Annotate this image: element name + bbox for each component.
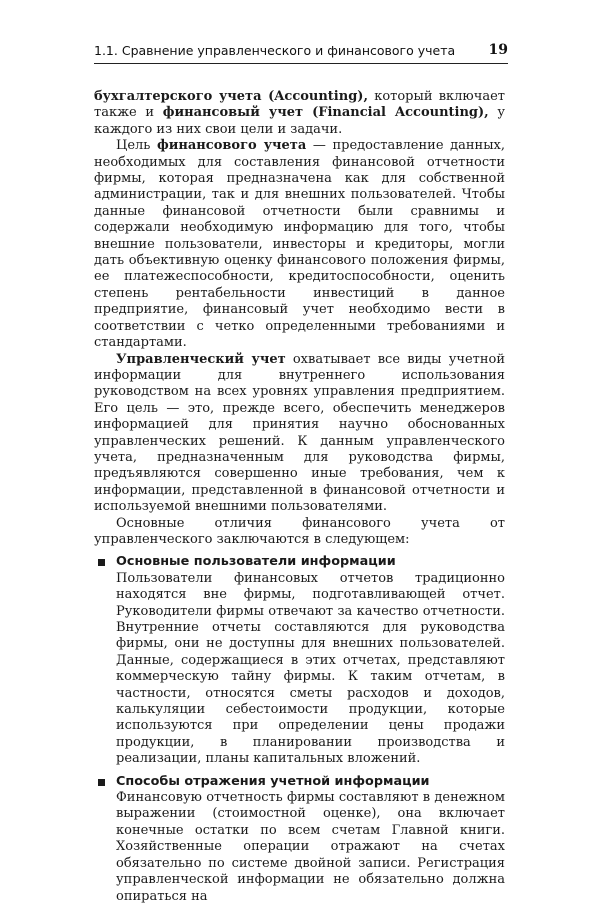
- term-management-accounting: Управленческий учет: [116, 351, 286, 367]
- section-title: Сравнение управленческого и финансового учета: [121, 43, 456, 58]
- p1-text-2: у каждого из них свои цели и задачи.: [94, 105, 505, 137]
- square-bullet-icon: [98, 559, 105, 566]
- paragraph-3: [94, 352, 505, 516]
- p1-text-1: который включает также и: [94, 89, 505, 121]
- page-number: 19: [488, 42, 508, 58]
- term-accounting: бухгалтерского учета (Accounting),: [94, 89, 368, 104]
- running-header: [94, 43, 508, 59]
- p2-text-2: — предоставление данных, необходимых для составления финансовой отчетности фирмы, которая предназначена как для собственной администрации, так и для внешних пользователей. Чтобы данные финансовой отчетности были сравнимы и содержали необходимую информацию для того, чтобы внешние пользователи, инвесторы и кредиторы, могли дать объективную оценку финансового положения фирмы, ее платежеспособности, кредитоспособности, оценить степень рентабельности инвестиций в данное предприятие, финансовый учет необходимо вести в соответствии с четко определенными требованиями и стандартами.: [94, 138, 506, 351]
- p2-text-1: Цель: [116, 138, 157, 154]
- bullet-heading-1: [94, 554, 505, 570]
- bullet-body-2: Финансовую отчетность фирмы составляют в денежном выражении (стоимостной оценке), она включает конечные остатки по всем счетам Главной книги. Хозяйственные операции отражают на счетах обязательно по системе двойной записи. Регистрация управленческой информации не обязательно должна опираться на: [116, 790, 505, 904]
- page-body: [94, 89, 505, 905]
- bullet-heading-text: Основные пользователи информации: [116, 554, 396, 570]
- bullet-body-1: Пользователи финансовых отчетов традиционно находятся вне фирмы, подготавливающей отчет. Руководители фирмы отвечают за качество отчетности. Внутренние отчеты составляются для руководства фирмы, они не доступны для внешних пользователей. Данные, содержащиеся в этих отчетах, представляют коммерческую тайну фирмы. К таким отчетам, в частности, относятся сметы расходов и доходов, калькуляции себестоимости продукции, которые используются при определении цены продажи продукции, в планировании производства и реализации, планы капитальных вложений.: [116, 570, 505, 767]
- term-financial-accounting: финансовый учет (Financial Accounting),: [162, 105, 489, 121]
- header-rule: [94, 63, 508, 64]
- square-bullet-icon: [98, 779, 105, 786]
- paragraph-1: [94, 89, 505, 138]
- p3-text-1: охватывает все виды учетной информации для внутреннего использования руководством на всех уровнях управления предприятием. Его цель — это, прежде всего, обеспечить менеджеров информацией для принятия научно обоснованных управленческих решений. К данным управленческого учета, предназначенным для руководства фирмы, предъявляются совершенно иные требования, чем к информации, представленной в финансовой отчетности и используемой внешними пользователями.: [94, 351, 505, 515]
- section-number: 1.1.: [94, 43, 118, 58]
- term-financial-accounting-goal: финансового учета: [156, 138, 307, 154]
- paragraph-2: [94, 138, 505, 351]
- bullet-heading-text: Способы отражения учетной информации: [116, 773, 430, 789]
- bullet-heading-2: [94, 774, 505, 790]
- paragraph-4: Основные отличия финансового учета от управленческого заключаются в следующем:: [94, 515, 505, 547]
